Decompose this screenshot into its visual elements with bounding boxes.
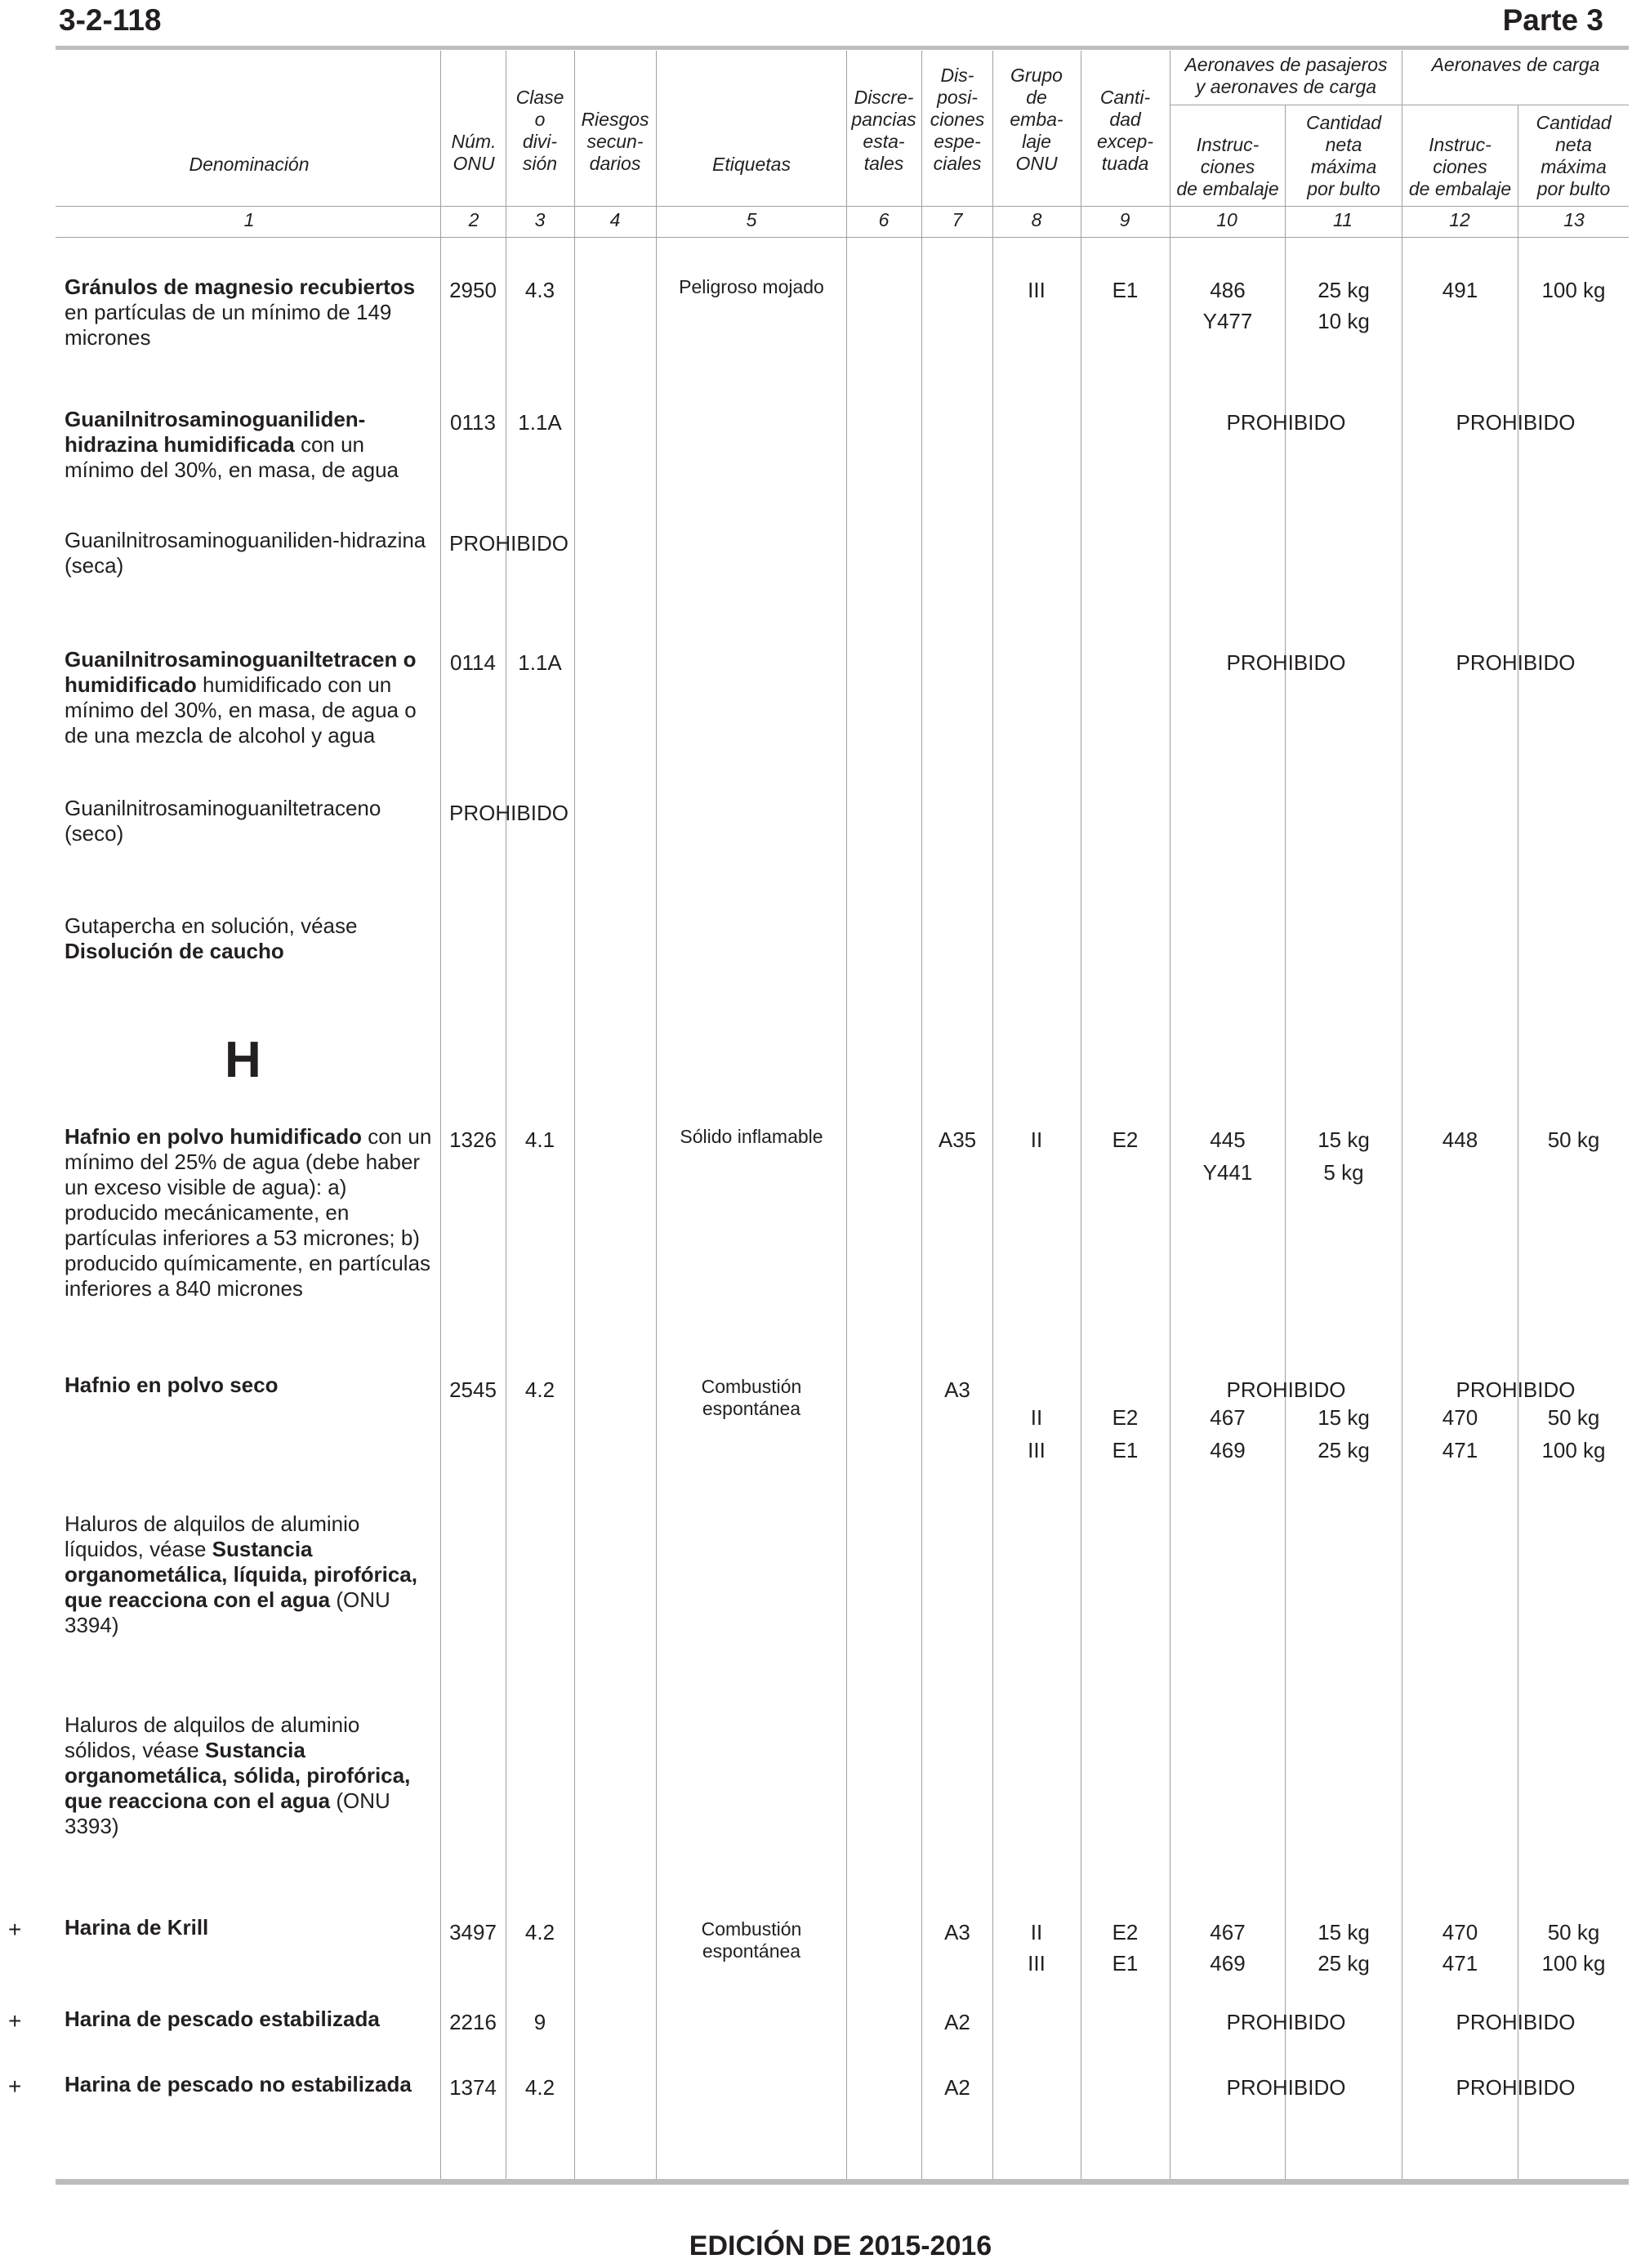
excepted-quantity: E1 [1112, 1951, 1139, 1976]
col-number: 10 [1216, 209, 1237, 230]
col-divider [992, 51, 993, 2179]
pax-net-quantity-y: 10 kg [1318, 309, 1370, 333]
col-header-instrucciones-carga: Instruc- ciones de embalaje [1408, 134, 1512, 199]
pax-prohibited: PROHIBIDO [1226, 650, 1346, 675]
col-header-riesgos: Riesgos secun- darios [581, 109, 649, 174]
pax-net-quantity: 15 kg [1318, 1405, 1370, 1430]
col-header-denominacion: Denominación [189, 154, 310, 175]
pax-net-quantity: 25 kg [1318, 1438, 1370, 1462]
class-division: 4.1 [524, 1127, 555, 1152]
col-header-instrucciones-pax: Instruc- ciones de embalaje [1176, 134, 1279, 199]
cargo-prohibited: PROHIBIDO [1456, 2075, 1576, 2100]
un-number: 0113 [450, 410, 496, 435]
pax-packing-instruction: 445 [1210, 1127, 1246, 1152]
col-number: 8 [1031, 209, 1042, 230]
entry-name: Guanilnitrosaminoguaniltetracen o humidificado humidificado con un mínimo del 30%, en masa, de agua o de una mezcla de alcohol y agua [65, 647, 417, 748]
cargo-packing-instruction: 471 [1442, 1438, 1478, 1462]
cargo-packing-instruction: 471 [1442, 1951, 1478, 1976]
pax-packing-instruction: 467 [1210, 1405, 1246, 1430]
pax-packing-instruction: 469 [1210, 1438, 1246, 1462]
cargo-packing-instruction: 470 [1442, 1920, 1478, 1944]
number-row-underline [56, 237, 1629, 238]
pax-prohibited: PROHIBIDO [1226, 1377, 1346, 1402]
entry-name: Guanilnitrosaminoguaniltetraceno (seco) [65, 796, 381, 846]
col-divider [656, 51, 657, 2179]
edition-footer: EDICIÓN DE 2015-2016 [689, 2230, 992, 2261]
header-underline [56, 206, 1629, 207]
pax-net-quantity-y: 5 kg [1323, 1160, 1364, 1185]
col-header-grupo-embalaje: Grupo de emba- laje ONU [1010, 65, 1063, 174]
col-number: 9 [1119, 209, 1130, 230]
cargo-prohibited: PROHIBIDO [1456, 2010, 1576, 2034]
section-letter: H [225, 1032, 261, 1088]
packing-group: II [1030, 1405, 1043, 1430]
col-number: 4 [609, 209, 621, 230]
col-header-cantidad-carga: Cantidad neta máxima por bulto [1536, 112, 1612, 199]
col-header-cantidad-exceptuada: Canti- dad excep- tuada [1096, 87, 1154, 174]
forbidden-status: PROHIBIDO [449, 531, 569, 556]
class-division: 4.2 [524, 1920, 555, 1944]
cargo-packing-instruction: 470 [1442, 1405, 1478, 1430]
entry-name: Harina de pescado estabilizada [65, 2007, 380, 2031]
col-header-etiquetas: Etiquetas [712, 154, 791, 175]
cargo-net-quantity: 50 kg [1547, 1127, 1600, 1152]
col-header-num-onu: Núm. ONU [451, 131, 497, 174]
un-number: 2950 [449, 278, 497, 302]
amendment-mark: + [8, 1917, 22, 1942]
pax-prohibited: PROHIBIDO [1226, 2075, 1346, 2100]
pax-net-quantity: 15 kg [1318, 1920, 1370, 1944]
col-divider [921, 51, 922, 2179]
entry-name: Haluros de alquilos de aluminio sólidos, véase Sustancia organometálica, sólida, pirofórica, que reacciona con el agua (ONU 3393) [65, 1712, 411, 1838]
special-provision: A3 [944, 1920, 970, 1944]
pax-packing-instruction: 469 [1210, 1951, 1246, 1976]
class-division: 4.3 [524, 278, 555, 302]
special-provision: A2 [944, 2075, 970, 2100]
pax-packing-instruction-y: Y441 [1202, 1160, 1253, 1185]
pax-packing-instruction: 467 [1210, 1920, 1246, 1944]
un-number: 3497 [449, 1920, 497, 1944]
excepted-quantity: E1 [1112, 1438, 1139, 1462]
un-number: 0114 [450, 650, 496, 675]
pax-packing-instruction: 486 [1210, 278, 1246, 302]
cargo-packing-instruction: 491 [1442, 278, 1478, 302]
entry-name: Gránulos de magnesio recubiertos en partículas de un mínimo de 149 micrones [65, 275, 416, 350]
col-header-clase: Clase o divi- sión [515, 87, 564, 174]
page-number: 3-2-118 [59, 3, 162, 37]
col-header-cantidad-pax: Cantidad neta máxima por bulto [1305, 112, 1382, 199]
col-number: 6 [878, 209, 890, 230]
col-divider [846, 51, 847, 2179]
entry-name: Haluros de alquilos de aluminio líquidos, véase Sustancia organometálica, líquida, pirofórica, que reacciona con el agua (ONU 3394) [65, 1511, 417, 1637]
excepted-quantity: E2 [1112, 1127, 1139, 1152]
label: Sólido inflamable [680, 1126, 823, 1147]
label: Combustión espontánea [701, 1376, 802, 1419]
cargo-prohibited: PROHIBIDO [1456, 410, 1576, 435]
special-provision: A35 [938, 1127, 977, 1152]
part-title: Parte 3 [1502, 3, 1603, 37]
special-provision: A2 [944, 2010, 970, 2034]
label: Peligroso mojado [679, 276, 824, 297]
entry-name: Guanilnitrosaminoguaniliden-hidrazina humidificada con un mínimo del 30%, en masa, de agua [65, 407, 399, 482]
un-number: 2216 [449, 2010, 497, 2034]
forbidden-status: PROHIBIDO [449, 801, 569, 825]
col-header-discrepancias: Discre- pancias esta- tales [851, 87, 916, 174]
class-division: 1.1A [518, 650, 562, 675]
cargo-prohibited: PROHIBIDO [1456, 650, 1576, 675]
excepted-quantity: E2 [1112, 1920, 1139, 1944]
class-division: 4.2 [524, 1377, 555, 1402]
entry-name: Hafnio en polvo seco [65, 1373, 279, 1397]
packing-group: III [1028, 278, 1046, 302]
entry-name: Guanilnitrosaminoguaniliden-hidrazina (seca) [65, 528, 426, 578]
pax-net-quantity: 25 kg [1318, 1951, 1370, 1976]
class-division: 9 [533, 2010, 546, 2034]
pax-net-quantity: 15 kg [1318, 1127, 1370, 1152]
label: Combustión espontánea [701, 1918, 802, 1962]
un-number: 1326 [449, 1127, 497, 1152]
class-division: 4.2 [524, 2075, 555, 2100]
amendment-mark: + [8, 2008, 22, 2034]
un-number: 2545 [449, 1377, 497, 1402]
cargo-net-quantity: 100 kg [1541, 1951, 1606, 1976]
amendment-mark: + [8, 2074, 22, 2099]
group-header-carga: Aeronaves de carga [1431, 54, 1600, 75]
excepted-quantity: E1 [1112, 278, 1139, 302]
pax-prohibited: PROHIBIDO [1226, 2010, 1346, 2034]
pax-prohibited: PROHIBIDO [1226, 410, 1346, 435]
col-number: 12 [1449, 209, 1470, 230]
col-number: 7 [952, 209, 963, 230]
pax-packing-instruction-y: Y477 [1202, 309, 1253, 333]
un-number: 1374 [449, 2075, 497, 2100]
packing-group: III [1028, 1951, 1046, 1976]
cargo-net-quantity: 50 kg [1547, 1405, 1600, 1430]
excepted-quantity: E2 [1112, 1405, 1139, 1430]
col-number: 2 [468, 209, 479, 230]
group-header-pasajeros: Aeronaves de pasajeros y aeronaves de carga [1184, 54, 1388, 97]
cargo-packing-instruction: 448 [1442, 1127, 1478, 1152]
entry-name: Harina de Krill [65, 1915, 209, 1940]
special-provision: A3 [944, 1377, 970, 1402]
col-header-disposiciones: Dis- posi- ciones espe- ciales [930, 65, 985, 174]
entry-name: Gutapercha en solución, véase Disolución de caucho [65, 913, 358, 963]
col-divider [440, 51, 441, 2179]
packing-group: II [1030, 1127, 1043, 1152]
packing-group: III [1028, 1438, 1046, 1462]
col-number: 13 [1563, 209, 1585, 230]
col-divider [574, 51, 575, 2179]
col-number: 5 [746, 209, 757, 230]
entry-name: Hafnio en polvo humidificado con un mínimo del 25% de agua (debe haber un exceso visible de agua): a) producido mecánicamente, en partículas inferiores a 53 micrones; b) producido químicamente, en partículas inferiores a 840 micrones [65, 1124, 432, 1301]
bottom-rule [56, 2179, 1629, 2185]
cargo-net-quantity: 100 kg [1541, 1438, 1606, 1462]
col-number: 11 [1333, 209, 1353, 230]
packing-group: II [1030, 1920, 1043, 1944]
col-number: 3 [534, 209, 546, 230]
cargo-net-quantity: 50 kg [1547, 1920, 1600, 1944]
cargo-net-quantity: 100 kg [1541, 278, 1606, 302]
col-number: 1 [243, 209, 255, 230]
pax-net-quantity: 25 kg [1318, 278, 1370, 302]
top-rule [56, 46, 1629, 50]
entry-name: Harina de pescado no estabilizada [65, 2072, 412, 2096]
class-division: 1.1A [518, 410, 562, 435]
cargo-prohibited: PROHIBIDO [1456, 1377, 1576, 1402]
